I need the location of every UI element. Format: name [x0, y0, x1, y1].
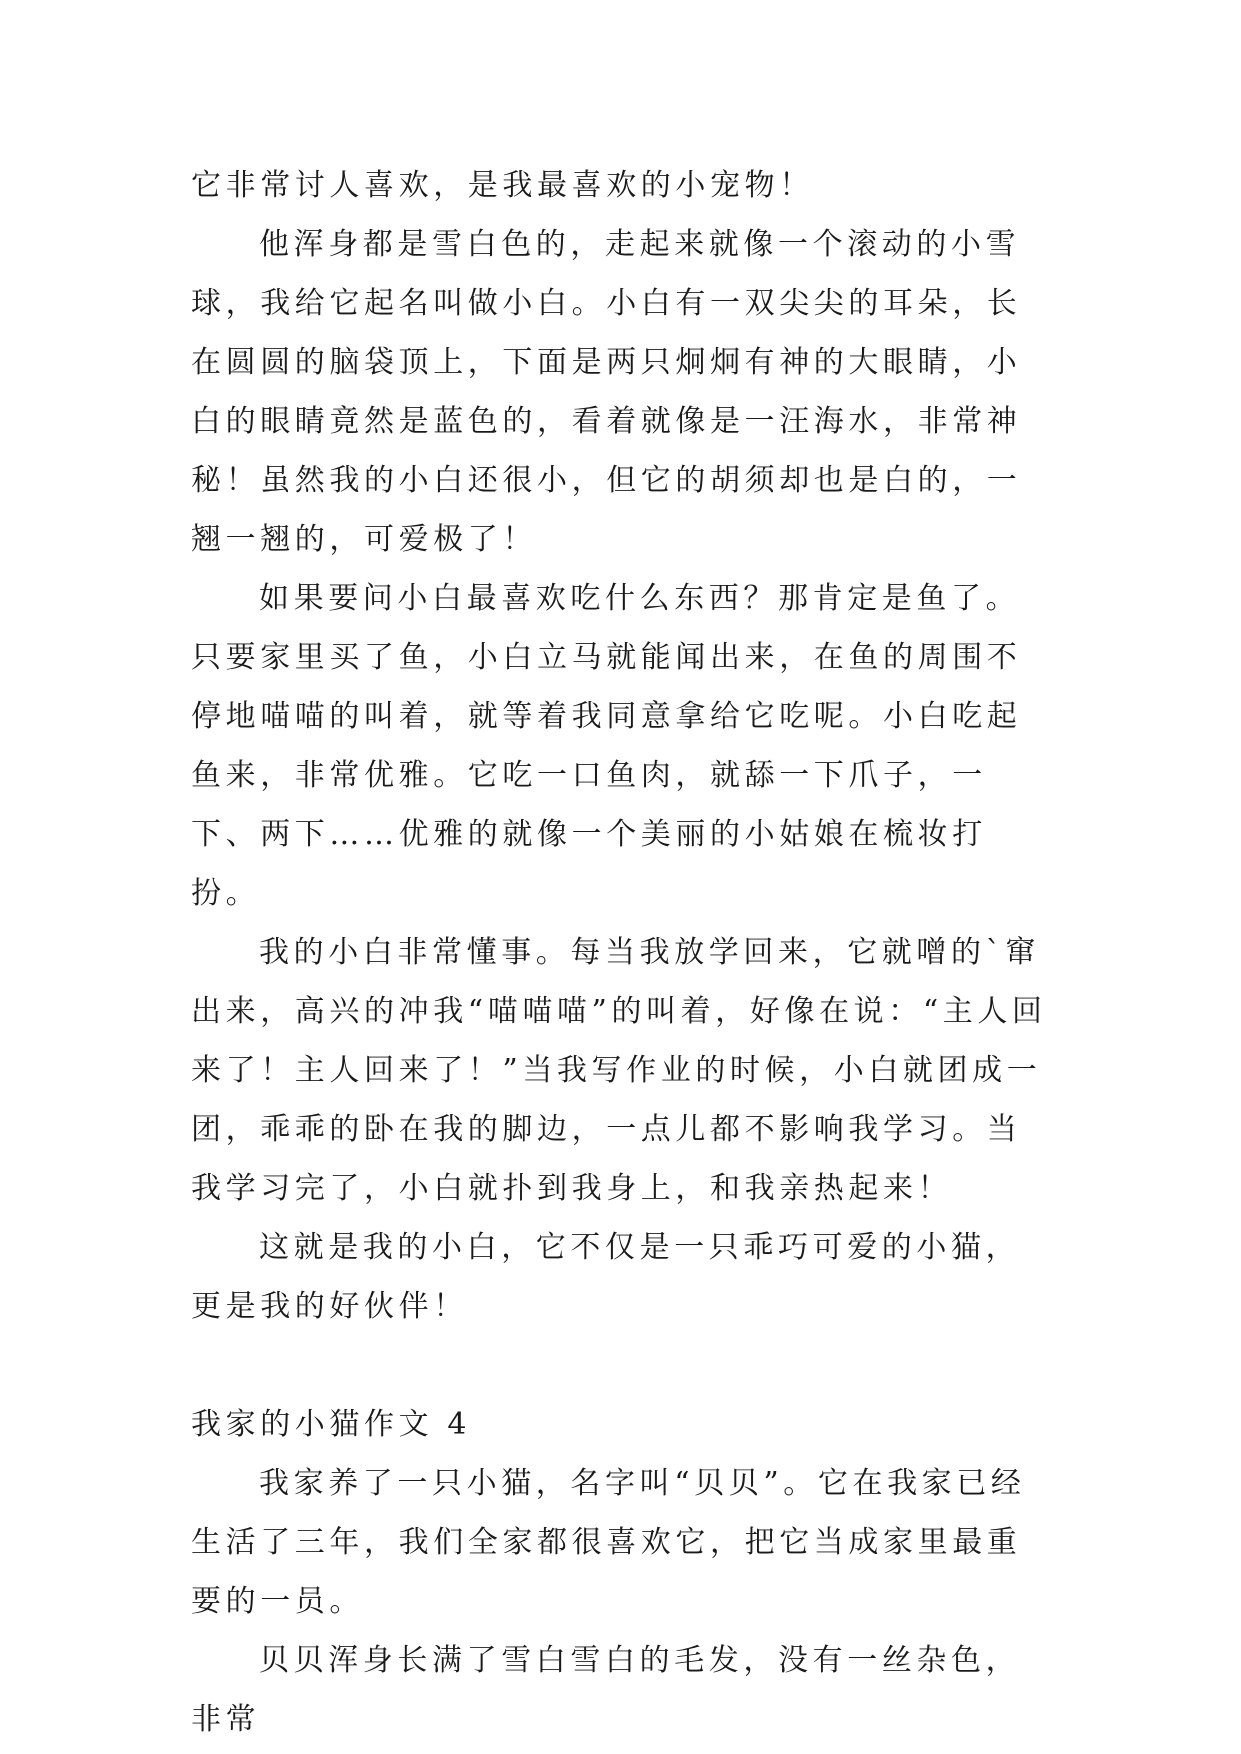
- document-body: [191, 156, 1051, 1749]
- paragraph-fur: 贝贝浑身长满了雪白雪白的毛发，没有一丝杂色，非常: [191, 1643, 1021, 1737]
- paragraph-appearance: 他浑身都是雪白色的，走起来就像一个滚动的小雪球，我给它起名叫做小白。小白有一双尖尖的耳朵，长在圆圆的脑袋顶上，下面是两只炯炯有神的大眼睛，小白的眼睛竟然是蓝色的，看着就像是一汪海水，非常神秘！虽然我的小白还很小，但它的胡须却也是白的，一翘一翘的，可爱极了！: [191, 227, 1022, 557]
- section-title: 我家的小猫作文 4: [191, 1407, 472, 1442]
- paragraph-food: 如果要问小白最喜欢吃什么东西？那肯定是鱼了。只要家里买了鱼，小白立马就能闻出来，在鱼的周围不停地喵喵的叫着，就等着我同意拿给它吃呢。小白吃起鱼来，非常优雅。它吃一口鱼肉，就舔一下爪子，一下、两下……优雅的就像一个美丽的小姑娘在梳妆打扮。: [191, 581, 1022, 911]
- paragraph-behavior: 我的小白非常懂事。每当我放学回来，它就噌的`窜出来，高兴的冲我“喵喵喵”的叫着，好像在说：“主人回来了！主人回来了！”当我写作业的时候，小白就团成一团，乖乖的卧在我的脚边，一点儿都不影响我学习。当我学习完了，小白就扑到我身上，和我亲热起来！: [191, 935, 1047, 1206]
- section-spacer: [191, 1336, 1051, 1395]
- paragraph-conclusion: 这就是我的小白，它不仅是一只乖巧可爱的小猫，更是我的好伙伴！: [191, 1230, 1021, 1324]
- paragraph-continuation: 它非常讨人喜欢，是我最喜欢的小宠物！: [191, 168, 814, 203]
- paragraph-intro: 我家养了一只小猫，名字叫“贝贝”。它在我家已经生活了三年，我们全家都很喜欢它，把它当成家里最重要的一员。: [191, 1466, 1026, 1619]
